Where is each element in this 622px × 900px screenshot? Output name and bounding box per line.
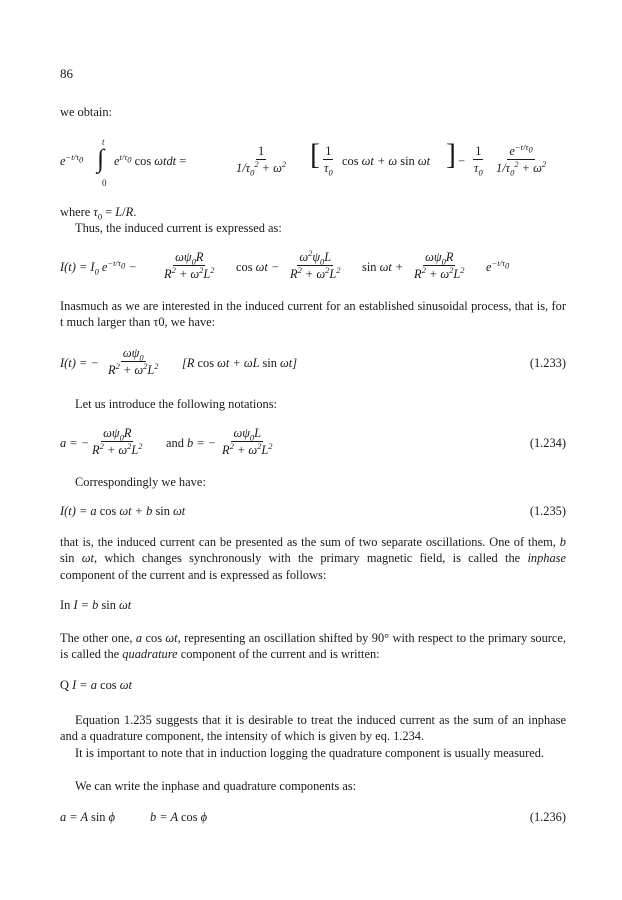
text-and: and bbox=[166, 436, 184, 450]
text-important-para: It is important to note that in induction logging the quadrature component is usually measured. bbox=[75, 746, 545, 760]
equation-integral: $e^{-t/\tau_0}$ t ∫ 0 $e^{t/\tau_0}$ cos ωtdt = $\frac{1}{1/\tau_0^2 + \omega^2}$ [ $\frac{1}{\tau_0}$ cos ωt + ω sin ωt ] − $\frac{1}{\tau_0}$ $\frac{e^{-t/\tau_0}}{1/\tau_0^2 + \omega^2}$ bbox=[60, 137, 547, 188]
equation-number-1-236: (1.236) bbox=[529, 810, 566, 824]
text-other-one: The other one, a cos ωt, representing an oscillation shifted by 90° with respect to the primary source, is called the quadrature component of the current and is written: bbox=[60, 631, 567, 662]
text-we-obtain: we obtain: bbox=[60, 105, 112, 119]
equation-1-234: a = − $\frac{\omega\psi_0R}{R^2 + \omega^2L^2}$ and b = − $\frac{\omega\psi_0L}{R^2 + \omega^2L^2}$ (1.234) bbox=[60, 426, 566, 457]
text-correspondingly: Correspondingly we have: bbox=[75, 475, 206, 489]
text-inasmuch: Inasmuch as we are interested in the induced current for an established sinusoidal process, that is, for t much larger than τ0, we have: bbox=[60, 299, 566, 330]
text-that-is: that is, the induced current can be presented as the sum of two separate oscillations. One of them, b sin ωt, which changes synchronously with the primary magnetic field, is called the inphase component of the current and is expressed as follows: bbox=[60, 535, 566, 582]
equation-number-1-234: (1.234) bbox=[529, 436, 566, 450]
equation-inphase: In I = b sin ωt bbox=[60, 598, 132, 612]
text-let-us: Let us introduce the following notations: bbox=[75, 397, 278, 411]
equation-number-1-233: (1.233) bbox=[529, 356, 566, 370]
text-we-can: We can write the inphase and quadrature components as: bbox=[75, 779, 357, 793]
equation-1-233: I(t) = − $\frac{\omega\psi_0}{R^2 + \omega^2L^2}$ [R cos ωt + ωL sin ωt] (1.233) bbox=[60, 346, 566, 377]
equation-number-1-235: (1.235) bbox=[529, 504, 566, 518]
equation-induced-current-full: $I(t) = I_0$ $e^{-t/\tau_0}$ − $\frac{\omega\psi_0R}{R^2 + \omega^2L^2}$ cos ωt − $\frac{\omega^2\psi_0L}{R^2 + \omega^2L^2}$ sin ωt + $\frac{\omega\psi_0R}{R^2 + \omega^2L^2}$ $e^{-t/\tau_0}$ bbox=[60, 247, 510, 281]
equation-1-236: a = A sin ϕ b = A cos ϕ (1.236) bbox=[60, 810, 566, 824]
text-thus: Thus, the induced current is expressed as: bbox=[75, 221, 282, 235]
equation-quadrature: Q I = a cos ωt bbox=[60, 678, 132, 692]
equation-1-235: I(t) = a cos ωt + b sin ωt (1.235) bbox=[60, 504, 566, 518]
page-number: 86 bbox=[60, 66, 73, 81]
text-equation-para: Equation 1.235 suggests that it is desirable to treat the induced current as the sum of an inphase and a quadrature component, the intensity of which is given by eq. 1.234. bbox=[60, 713, 566, 744]
text-where-tau: where $\tau_0 = L/R$. bbox=[60, 205, 137, 222]
